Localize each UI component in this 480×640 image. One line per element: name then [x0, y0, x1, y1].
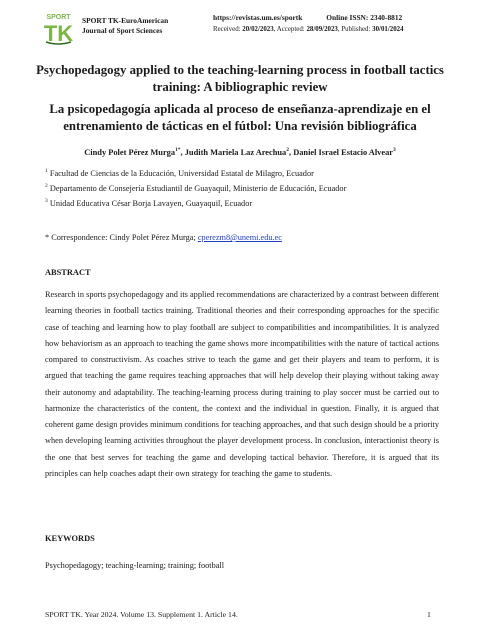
affiliation-2 [45, 183, 346, 193]
correspondence-email-link[interactable]: cperezm8@unemi.edu.ec [197, 233, 282, 242]
author-2: Judith Mariela Laz Arechua [184, 147, 287, 157]
affiliation-2-num: 2 [45, 183, 48, 189]
issn: Online ISSN: 2340-8812 [326, 13, 403, 22]
affiliation-3-num: 3 [45, 198, 48, 204]
author-list: Cindy Polet Pérez Murga$^{1*}$, Judith Mariela Laz Arechua$^2$, Daniel Israel Estacio Alvear$^3$ [84, 147, 396, 157]
received-label: Received: [213, 25, 241, 33]
publication-dates: Received: 20/02/2023, Accepted: 28/09/2023, Published: 30/01/2024 [213, 25, 404, 33]
footer-citation: SPORT TK. Year 2024. Volume 13. Supplement 1. Article 14. [45, 610, 238, 619]
published-label: Published: [341, 25, 371, 33]
page-number: 1 [427, 610, 431, 619]
correspondence [45, 233, 282, 242]
affiliation-3-text: Unidad Educativa César Borja Lavayen, Guayaquil, Ecuador [49, 198, 253, 208]
affiliation-1 [45, 168, 314, 178]
publication-info [213, 12, 435, 35]
keywords-text: Psychopedagogy; teaching-learning; training; football [45, 561, 225, 570]
logo-text-big: TK [43, 21, 74, 45]
correspondence-label: * Correspondence: Cindy Polet Pérez Murga; [45, 233, 198, 242]
title-spanish: La psicopedagogía aplicada al proceso de enseñanza-aprendizaje en el entrenamiento de tácticas en el fútbol: Una revisión bibliográfica [49, 102, 431, 133]
affiliation-1-text: Facultad de Ciencias de la Educación, Universidad Estatal de Milagro, Ecuador [49, 168, 314, 178]
author-3: Daniel Israel Estacio Alvear [293, 147, 393, 157]
title-english: Psychopedagogy applied to the teaching-learning process in football tactics training: A bibliographic review [36, 63, 444, 94]
logo-text-top: SPORT [46, 14, 71, 21]
author-3-sup: 3 [392, 147, 396, 153]
affiliation-1-num: 1 [45, 168, 48, 174]
journal-logo [42, 11, 75, 45]
affiliation-2-text: Departamento de Consejería Estudiantil de Guayaquil, Ministerio de Educación, Ecuador [49, 183, 347, 193]
keywords-heading: KEYWORDS [45, 534, 95, 543]
author-2-sup: 2 [286, 147, 289, 153]
journal-name [82, 16, 168, 35]
author-1-sup: 1* [175, 147, 181, 153]
journal-name-line2: Journal of Sport Sciences [82, 25, 163, 35]
author-1: Cindy Polet Pérez Murga [84, 147, 176, 157]
abstract-heading: ABSTRACT [45, 268, 91, 277]
accepted-label: Accepted: [276, 25, 305, 33]
journal-url[interactable]: https://revistas.um.es/sportk [213, 13, 303, 22]
journal-name-line1: SPORT TK-EuroAmerican [82, 16, 169, 25]
accepted-date: 28/09/2023 [306, 25, 338, 33]
abstract-body: Research in sports psychopedagogy and its applied recommendations are characterized by a contrast between different learning theories in football tactics training. Traditional theories and their corresponding approaches for the specific case of teaching and learning how to play football are subject to compatibilities and incompatibilities. It is analyzed how behaviorism as an approach to teaching the game shows more incompatibilities with the nature of tactical actions compared to constructivism. As coaches strive to teach the game and get their players and team to perform, it is argued that teaching the game requires teaching approaches that will help develop their playing without taking away their autonomy and adaptability. The teaching-learning process during training to play soccer must be carried out to harmonize the characteristics of the content, the context and the individual in question. Finally, it is argued that coherent game design provides minimum conditions for teaching approaches, and that such design should be a priority when developing learning activities throughout the player development process. In conclusion, interactionist theory is the one that best serves for teaching the game and developing tactical behavior. Therefore, it is argued that its principles can help coaches adapt their own strategy for teaching the game to students. [45, 290, 439, 478]
published-date: 30/01/2024 [372, 25, 404, 33]
affiliation-3 [45, 198, 252, 208]
received-date: 20/02/2023 [242, 25, 274, 33]
